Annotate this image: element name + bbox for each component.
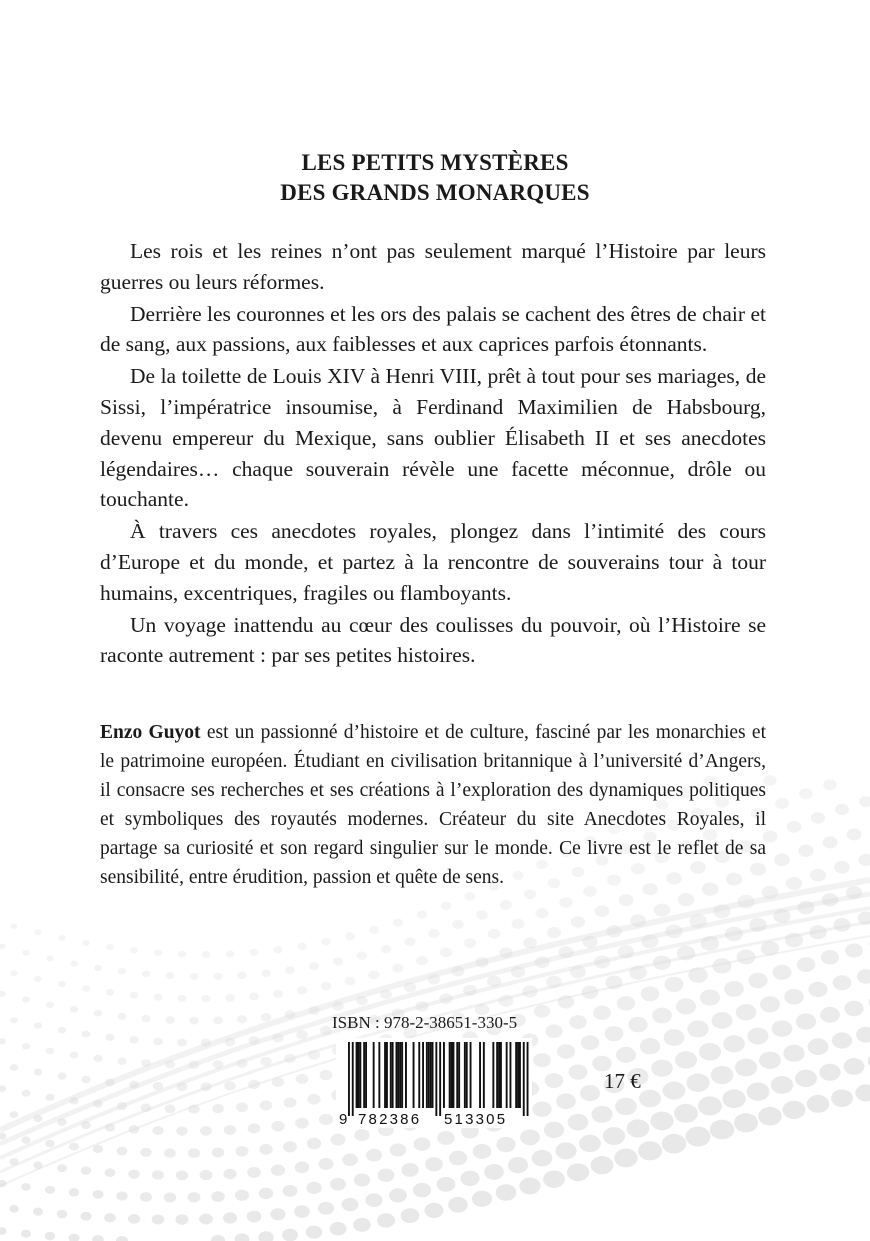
barcode-bar — [496, 1042, 498, 1108]
barcode-bar — [432, 1042, 434, 1108]
barcode-bar — [405, 1042, 407, 1108]
barcode-bar — [352, 1042, 354, 1116]
barcode-bar — [348, 1042, 350, 1116]
barcode-bar — [523, 1042, 525, 1116]
barcode-bar — [517, 1042, 519, 1108]
barcode-bar — [435, 1042, 437, 1116]
blurb-paragraph: Les rois et les reines n’ont pas seulement marqué l’Histoire par leurs guerres ou leurs réformes. — [100, 239, 766, 294]
barcode-bar — [397, 1042, 399, 1108]
barcode-bar — [456, 1042, 458, 1108]
blurb-paragraph: À travers ces anecdotes royales, plongez dans l’intimité des cours d’Europe et du monde, et partez à la rencontre de souverains tour à tour humains, excentriques, fragiles ou flamboyants. — [100, 519, 766, 605]
barcode-digits-left: 782386 — [358, 1111, 422, 1128]
barcode-bar — [396, 1042, 398, 1108]
barcode-bar — [384, 1042, 386, 1108]
barcode-bar — [439, 1042, 441, 1116]
isbn-label: ISBN : 978-2-38651-330-5 — [332, 1013, 518, 1032]
barcode-bar — [500, 1042, 502, 1108]
author-bio — [100, 718, 766, 892]
barcode-graphic — [336, 1038, 532, 1128]
barcode-bar — [453, 1042, 455, 1108]
barcode-bar — [515, 1042, 517, 1108]
barcode-bar — [464, 1042, 466, 1108]
barcode-bar — [479, 1042, 481, 1108]
barcode-bar — [358, 1042, 360, 1108]
blurb-paragraph: Un voyage inattendu au cœur des coulisses du pouvoir, où l’Histoire se raconte autrement : par ses petites histoires. — [100, 612, 766, 668]
barcode-bar — [426, 1042, 428, 1108]
barcode-bar — [470, 1042, 472, 1108]
price: 17 € — [604, 1069, 641, 1093]
barcode-bar — [356, 1042, 358, 1108]
barcode-bar — [443, 1042, 445, 1108]
barcode-bar — [392, 1042, 394, 1108]
barcode-bar — [359, 1042, 361, 1108]
book-title-line-1: LES PETITS MYSTÈRES — [301, 150, 569, 175]
blurb — [100, 236, 766, 672]
barcode-bar — [451, 1042, 453, 1108]
barcode-bar — [428, 1042, 430, 1108]
book-title-line-2: DES GRANDS MONARQUES — [280, 180, 590, 205]
author-bio-paragraph — [100, 718, 766, 892]
barcode-bar — [401, 1042, 403, 1108]
barcode-bar — [378, 1042, 380, 1108]
barcode-digits-first: 9 — [339, 1111, 348, 1128]
barcode-bar — [506, 1042, 508, 1108]
barcode-bar — [527, 1042, 529, 1116]
barcode-bar — [498, 1042, 500, 1108]
author-bio-text: est un passionné d’histoire et de culture, fasciné par les monarchies et le patrimoine européen. Étudiant en civilisation britannique à l’université d’Angers, il consacre ses recherches et ses créations à l’exploration des dynamiques politiques et symboliques des royautés modernes. Créateur du site Anecdotes Royales, il partage sa curiosité et son regard singulier sur le monde. Ce livre est le reflet de sa sensibilité, entre érudition, passion et quête de sens. — [100, 722, 767, 888]
barcode-bar — [483, 1042, 485, 1108]
barcode-bar — [373, 1042, 375, 1108]
barcode-digits-right: 513305 — [444, 1111, 508, 1128]
barcode-bar — [466, 1042, 468, 1108]
barcode-bar — [418, 1042, 420, 1108]
barcode-bar — [449, 1042, 451, 1108]
barcode-bar — [492, 1042, 494, 1108]
barcode-bar — [458, 1042, 460, 1108]
blurb-paragraph: Derrière les couronnes et les ors des palais se cachent des êtres de chair et de sang, aux passions, aux faiblesses et aux caprices parfois étonnants. — [100, 301, 766, 357]
book-title — [0, 148, 870, 208]
barcode-bar — [365, 1042, 367, 1108]
author-name: Enzo Guyot — [100, 722, 201, 743]
barcode-bar — [422, 1042, 424, 1108]
barcode — [336, 1038, 532, 1128]
barcode-bar — [399, 1042, 401, 1108]
barcode-bar — [510, 1042, 512, 1108]
barcode-bar — [519, 1042, 521, 1108]
barcode-bar — [390, 1042, 392, 1108]
blurb-paragraph: De la toilette de Louis XIV à Henri VIII, prêt à tout pour ses mariages, de Sissi, l’impératrice insoumise, à Ferdinand Maximilien de Habsbourg, devenu empereur du Mexique, sans oublier Élisabeth II et ses anecdotes légendaires… chaque souverain révèle une facette méconnue, drôle ou touchante. — [100, 364, 766, 512]
barcode-bar — [430, 1042, 432, 1108]
barcode-bar — [363, 1042, 365, 1108]
barcode-bar — [386, 1042, 388, 1108]
barcode-bar — [413, 1042, 415, 1108]
